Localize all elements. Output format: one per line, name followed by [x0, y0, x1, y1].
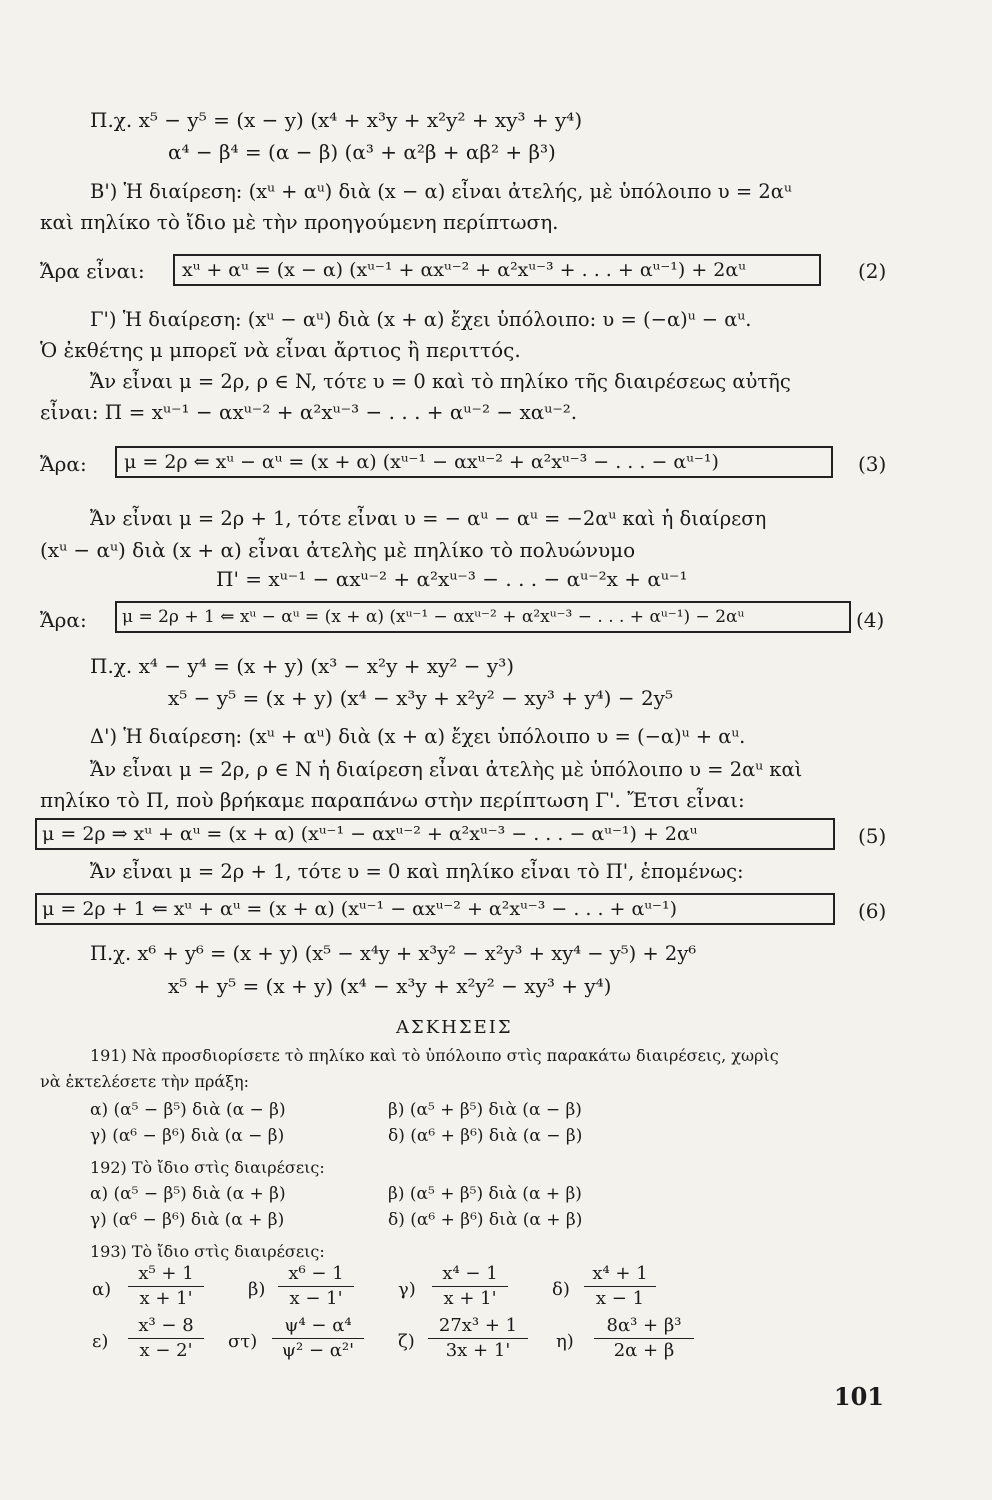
text-line: Ἄρα:	[40, 452, 87, 476]
equation-number: (3)	[858, 452, 887, 476]
text-line: 191) Νὰ προσδιορίσετε τὸ πηλίκο καὶ τὸ ὑπόλοιπο στὶς παρακάτω διαιρέσεις, χωρὶς	[90, 1046, 779, 1065]
section-heading: ΑΣΚΗΣΕΙΣ	[396, 1017, 513, 1038]
equation-number: (5)	[858, 824, 887, 848]
text-line: Δ') Ἡ διαίρεση: (xᵘ + αᵘ) διὰ (x + α) ἔχει ὑπόλοιπο υ = (−α)ᵘ + αᵘ.	[90, 725, 746, 748]
fraction-numerator: 8α³ + β³	[594, 1314, 694, 1339]
fraction-label: στ)	[228, 1331, 258, 1352]
fraction-label: β)	[248, 1279, 266, 1300]
equation-number: (6)	[858, 899, 887, 923]
fraction-label: η)	[556, 1331, 574, 1352]
text-line: Β') Ἡ διαίρεση: (xᵘ + αᵘ) διὰ (x − α) εἶναι ἀτελής, μὲ ὑπόλοιπο υ = 2αᵘ	[90, 180, 792, 203]
exercise-item: γ) (α⁶ − β⁶) διὰ (α + β)	[90, 1210, 285, 1230]
text-line: Γ') Ἡ διαίρεση: (xᵘ − αᵘ) διὰ (x + α) ἔχει ὑπόλοιπο: υ = (−α)ᵘ − αᵘ.	[90, 308, 752, 331]
text-line: νὰ ἐκτελέσετε τὴν πράξη:	[40, 1072, 249, 1091]
text-line: 192) Τὸ ἴδιο στὶς διαιρέσεις:	[90, 1158, 325, 1177]
fraction	[128, 1262, 204, 1311]
equation-number: (4)	[856, 608, 885, 632]
fraction	[428, 1314, 528, 1363]
text-line: Ἄρα:	[40, 608, 87, 632]
boxed-equation: μ = 2ρ ⇐ xᵘ − αᵘ = (x + α) (xᵘ⁻¹ − αxᵘ⁻² + α²xᵘ⁻³ − . . . − αᵘ⁻¹)	[124, 451, 719, 473]
fraction-label: ε)	[92, 1331, 109, 1352]
fraction-label: ζ)	[398, 1331, 415, 1352]
fraction	[128, 1314, 204, 1363]
text-line: Π.χ. x⁴ − y⁴ = (x + y) (x³ − x²y + xy² − y³)	[90, 654, 515, 678]
text-line: Ἄν εἶναι μ = 2ρ, ρ ∈ N ἡ διαίρεση εἶναι ἀτελὴς μὲ ὑπόλοιπο υ = 2αᵘ καὶ	[90, 758, 803, 781]
boxed-equation: xᵘ + αᵘ = (x − α) (xᵘ⁻¹ + αxᵘ⁻² + α²xᵘ⁻³ + . . . + αᵘ⁻¹) + 2αᵘ	[182, 259, 746, 281]
text-line: x⁵ + y⁵ = (x + y) (x⁴ − x³y + x²y² − xy³ + y⁴)	[168, 974, 612, 998]
page-number: 101	[833, 1382, 884, 1411]
fraction-label: α)	[92, 1279, 112, 1300]
fraction	[272, 1314, 364, 1363]
text-line: 193) Τὸ ἴδιο στὶς διαιρέσεις:	[90, 1242, 325, 1261]
text-line: Ἄν εἶναι μ = 2ρ, ρ ∈ N, τότε υ = 0 καὶ τὸ πηλίκο τῆς διαιρέσεως αὐτῆς	[90, 370, 791, 393]
fraction-denominator: 3x + 1'	[445, 1340, 511, 1361]
text-line: Ὁ ἐκθέτης μ μπορεῖ νὰ εἶναι ἄρτιος ἢ περιττός.	[40, 338, 521, 362]
text-line: εἶναι: Π = xᵘ⁻¹ − αxᵘ⁻² + α²xᵘ⁻³ − . . . + αᵘ⁻² − xαᵘ⁻².	[40, 400, 578, 424]
text-line: Ἄρα εἶναι:	[40, 259, 145, 283]
fraction-denominator: ψ² − α²'	[281, 1340, 355, 1361]
fraction-numerator: x⁵ + 1	[128, 1262, 204, 1287]
text-line: α⁴ − β⁴ = (α − β) (α³ + α²β + αβ² + β³)	[168, 140, 556, 164]
fraction-numerator: x³ − 8	[128, 1314, 204, 1339]
text-line: Π.χ. x⁵ − y⁵ = (x − y) (x⁴ + x³y + x²y² + xy³ + y⁴)	[90, 108, 583, 132]
exercise-item: δ) (α⁶ + β⁶) διὰ (α + β)	[388, 1210, 583, 1230]
fraction	[278, 1262, 354, 1311]
fraction-label: γ)	[398, 1279, 416, 1300]
fraction-label: δ)	[552, 1279, 570, 1300]
fraction-denominator: x − 1	[595, 1288, 645, 1309]
text-line: Π.χ. x⁶ + y⁶ = (x + y) (x⁵ − x⁴y + x³y² − x²y³ + xy⁴ − y⁵) + 2y⁶	[90, 942, 697, 965]
boxed-equation: μ = 2ρ ⇒ xᵘ + αᵘ = (x + α) (xᵘ⁻¹ − αxᵘ⁻² + α²xᵘ⁻³ − . . . − αᵘ⁻¹) + 2αᵘ	[42, 823, 698, 845]
fraction-numerator: x⁴ − 1	[432, 1262, 508, 1287]
exercise-item: δ) (α⁶ + β⁶) διὰ (α − β)	[388, 1126, 583, 1146]
fraction	[594, 1314, 694, 1363]
fraction	[584, 1262, 656, 1311]
fraction-numerator: ψ⁴ − α⁴	[272, 1314, 364, 1339]
exercise-item: β) (α⁵ + β⁵) διὰ (α − β)	[388, 1100, 582, 1120]
text-line: καὶ πηλίκο τὸ ἴδιο μὲ τὴν προηγούμενη περίπτωση.	[40, 210, 559, 234]
exercise-item: α) (α⁵ − β⁵) διὰ (α − β)	[90, 1100, 286, 1120]
fraction-numerator: 27x³ + 1	[428, 1314, 528, 1339]
text-line: (xᵘ − αᵘ) διὰ (x + α) εἶναι ἀτελὴς μὲ πηλίκο τὸ πολυώνυμο	[40, 538, 636, 562]
fraction	[432, 1262, 508, 1311]
fraction-denominator: x + 1'	[443, 1288, 497, 1309]
exercise-item: α) (α⁵ − β⁵) διὰ (α + β)	[90, 1184, 286, 1204]
fraction-denominator: x + 1'	[139, 1288, 193, 1309]
fraction-numerator: x⁶ − 1	[278, 1262, 354, 1287]
boxed-equation: μ = 2ρ + 1 ⇐ xᵘ + αᵘ = (x + α) (xᵘ⁻¹ − αxᵘ⁻² + α²xᵘ⁻³ − . . . + αᵘ⁻¹)	[42, 898, 677, 920]
text-line: πηλίκο τὸ Π, ποὺ βρήκαμε παραπάνω στὴν περίπτωση Γ'. Ἔτσι εἶναι:	[40, 788, 745, 812]
equation-number: (2)	[858, 259, 887, 283]
text-line: Ἄν εἶναι μ = 2ρ + 1, τότε εἶναι υ = − αᵘ − αᵘ = −2αᵘ καὶ ἡ διαίρεση	[90, 507, 767, 530]
exercise-item: β) (α⁵ + β⁵) διὰ (α + β)	[388, 1184, 582, 1204]
fraction-denominator: 2α + β	[613, 1340, 675, 1361]
fraction-numerator: x⁴ + 1	[584, 1262, 656, 1287]
exercise-item: γ) (α⁶ − β⁶) διὰ (α − β)	[90, 1126, 285, 1146]
text-line: x⁵ − y⁵ = (x + y) (x⁴ − x³y + x²y² − xy³ + y⁴) − 2y⁵	[168, 686, 673, 710]
text-line: Π' = xᵘ⁻¹ − αxᵘ⁻² + α²xᵘ⁻³ − . . . − αᵘ⁻²x + αᵘ⁻¹	[216, 567, 688, 591]
fraction-denominator: x − 1'	[289, 1288, 343, 1309]
boxed-equation: μ = 2ρ + 1 ⇐ xᵘ − αᵘ = (x + α) (xᵘ⁻¹ − αxᵘ⁻² + α²xᵘ⁻³ − . . . + αᵘ⁻¹) − 2αᵘ	[122, 607, 745, 627]
fraction-denominator: x − 2'	[139, 1340, 193, 1361]
text-line: Ἄν εἶναι μ = 2ρ + 1, τότε υ = 0 καὶ πηλίκο εἶναι τὸ Π', ἑπομένως:	[90, 860, 744, 883]
